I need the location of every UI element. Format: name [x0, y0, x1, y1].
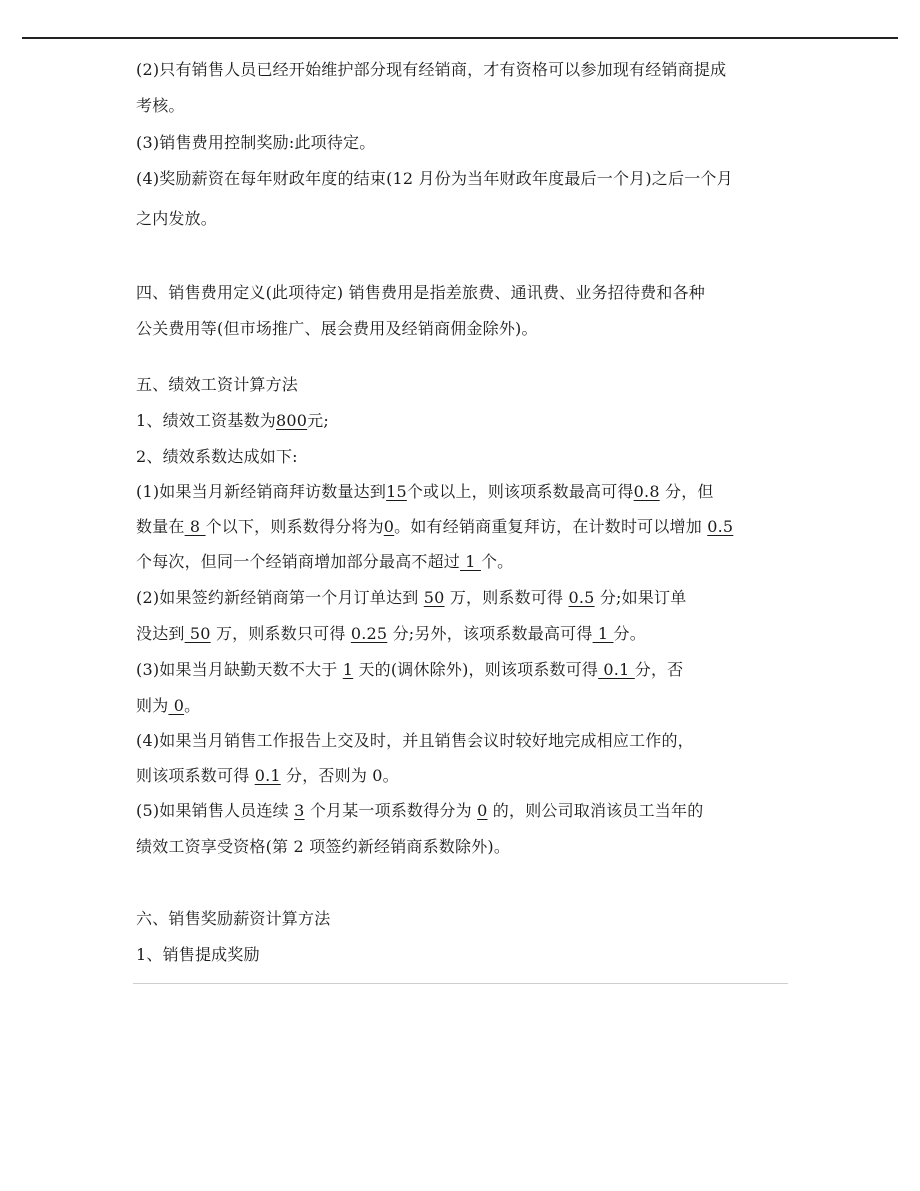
footer-rule	[133, 983, 788, 984]
underlined-value: 15	[386, 482, 407, 501]
text: (3)如果当月缺勤天数不大于	[136, 660, 343, 679]
text: (5)如果销售人员连续	[136, 801, 295, 820]
text: 数量在	[136, 517, 185, 536]
sec5-item1-line3	[136, 552, 513, 572]
text: 个以下，则系数得分将为	[205, 517, 384, 536]
text: 个月某一项系数得分为	[304, 801, 478, 820]
sec5-p1	[136, 411, 329, 431]
text: 分，否则为 0。	[280, 766, 399, 785]
sec5-p2: 2、绩效系数达成如下:	[136, 447, 298, 466]
sec3-item2-line1: (2)只有销售人员已经开始维护部分现有经销商，才有资格可以参加现有经销商提成	[136, 60, 727, 79]
sec3-item3: (3)销售费用控制奖励:此项待定。	[136, 133, 376, 152]
sec5-item3-line2	[136, 696, 200, 716]
sec6-heading: 六、销售奖励薪资计算方法	[136, 909, 331, 928]
text: 1、绩效工资基数为	[136, 411, 276, 430]
text: 个每次，但同一个经销商增加部分最高不超过	[136, 552, 461, 571]
sec5-item2-line2	[136, 624, 646, 644]
sec6-p1: 1、销售提成奖励	[136, 945, 260, 964]
underlined-value: 0	[477, 801, 488, 820]
sec5-item5-line2: 绩效工资享受资格(第 2 项签约新经销商系数除外)。	[136, 837, 511, 856]
underlined-value: 1	[342, 660, 354, 679]
text: 元;	[307, 411, 329, 430]
underlined-value: 0.5	[707, 517, 734, 536]
underlined-value: 8	[184, 517, 206, 536]
sec5-item4-line2	[136, 766, 399, 786]
text: (1)如果当月新经销商拜访数量达到	[136, 482, 387, 501]
underlined-value: 0	[383, 517, 395, 536]
sec3-item4-line2: 之内发放。	[136, 209, 218, 228]
text: 则为	[136, 696, 169, 715]
text: 的，则公司取消该员工当年的	[487, 801, 704, 820]
text: (2)如果签约新经销商第一个月订单达到	[136, 588, 424, 607]
sec5-item1-line2	[136, 517, 733, 537]
underlined-value: 3	[294, 801, 305, 820]
underlined-value: 50	[423, 588, 445, 607]
text: 分;另外，该项系数最高可得	[387, 624, 593, 643]
underlined-value: 50	[184, 624, 211, 643]
sec5-heading: 五、绩效工资计算方法	[136, 375, 299, 394]
text: 分，否	[634, 660, 684, 679]
text: 个。	[480, 552, 514, 571]
sec3-item2-line2: 考核。	[136, 96, 185, 115]
text: 天的(调休除外)，则该项系数可得	[353, 660, 599, 679]
text: 则该项系数可得	[136, 766, 255, 785]
text: 万，则系数只可得	[210, 624, 351, 643]
header-rule	[22, 37, 898, 39]
underlined-value: 0.1	[254, 766, 281, 785]
underlined-value: 0.1	[598, 660, 635, 679]
sec4-line1: 四、销售费用定义(此项待定) 销售费用是指差旅费、通讯费、业务招待费和各种	[136, 283, 705, 302]
text: 。	[184, 696, 201, 715]
underlined-value: 1	[460, 552, 481, 571]
text: 个或以上，则该项系数最高可得	[406, 482, 634, 501]
sec5-item3-line1	[136, 660, 683, 680]
sec5-item2-line1	[136, 588, 686, 608]
underlined-value: 0.8	[633, 482, 660, 501]
text: 分;如果订单	[594, 588, 687, 607]
sec3-item4-line1: (4)奖励薪资在每年财政年度的结束(12 月份为当年财政年度最后一个月)之后一个月	[136, 169, 733, 188]
sec4-line2: 公关费用等(但市场推广、展会费用及经销商佣金除外)。	[136, 319, 538, 338]
text: 。如有经销商重复拜访，在计数时可以增加	[394, 517, 708, 536]
sec5-item4-line1: (4)如果当月销售工作报告上交及时，并且销售会议时较好地完成相应工作的，	[136, 731, 694, 750]
sec5-item5-line1	[136, 801, 703, 821]
text: 没达到	[136, 624, 185, 643]
text: 万，则系数可得	[444, 588, 569, 607]
underlined-value: 1	[592, 624, 614, 643]
underlined-value: 0.25	[350, 624, 388, 643]
text: 分。	[613, 624, 646, 643]
underlined-value: 800	[275, 411, 308, 430]
underlined-value: 0	[168, 696, 185, 715]
underlined-value: 0.5	[568, 588, 595, 607]
sec5-item1-line1	[136, 482, 714, 502]
text: 分，但	[659, 482, 714, 501]
